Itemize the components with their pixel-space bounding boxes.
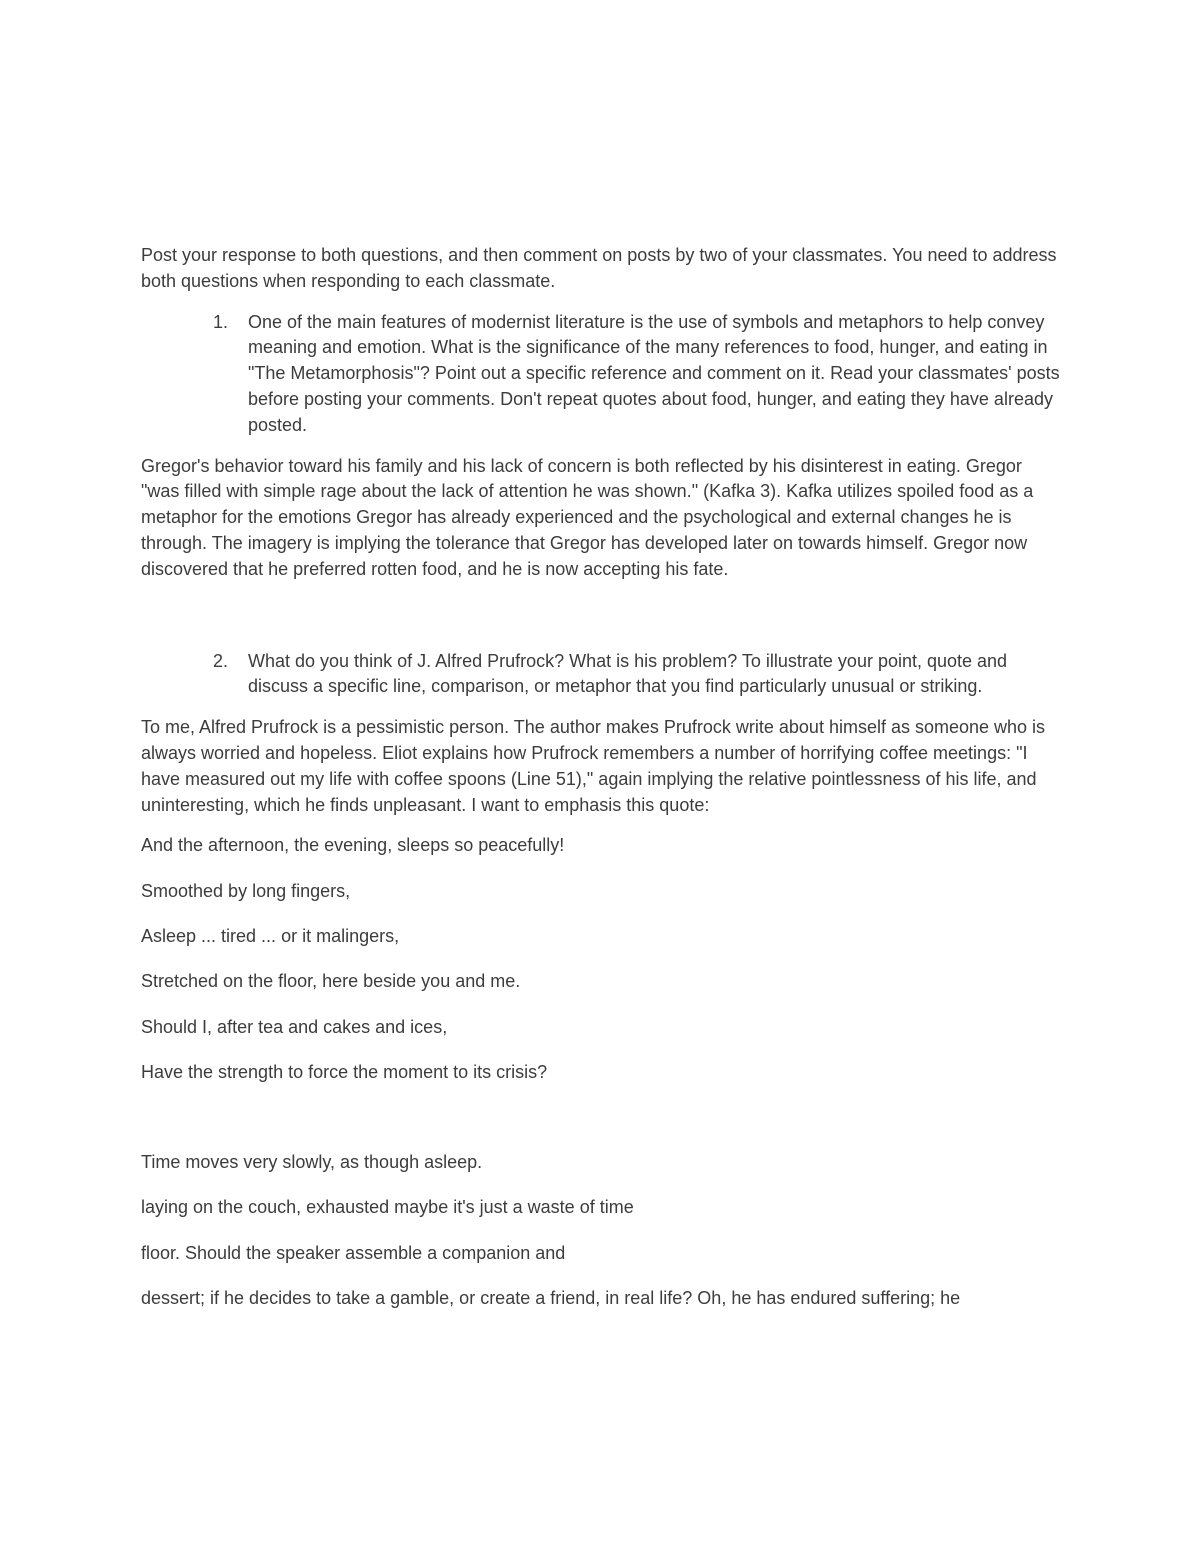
answer-1: Gregor's behavior toward his family and his lack of concern is both reflected by his disinterest in eating. Gregor "was filled with simple rage about the lack of attention he was shown." (Kafka 3). Kafka utilizes spoiled food as a metaphor for the emotions Gregor has already experienced and the psychological and external changes he is through. The imagery is implying the tolerance that Gregor has developed later on towards himself. Gregor now discovered that he preferred rotten food, and he is now accepting his fate. [141, 455, 1034, 579]
poem-line: Stretched on the floor, here beside you and me. [141, 971, 521, 992]
poem-line: Smoothed by long fingers, [141, 880, 351, 901]
question-2-text: What do you think of J. Alfred Prufrock? What is his problem? To illustrate your point, quote and discuss a specific line, comparison, or metaphor that you find particularly unusual or striking. [248, 650, 1008, 697]
poem-line: And the afternoon, the evening, sleeps so peacefully! [141, 835, 565, 856]
assignment-instructions: Post your response to both questions, and then comment on posts by two of your classmates. You need to address both questions when responding to each classmate. [141, 245, 1057, 291]
closing-line: floor. Should the speaker assemble a companion and [141, 1242, 566, 1263]
closing-line: dessert; if he decides to take a gamble, or create a friend, in real life? Oh, he has endured suffering; he [141, 1288, 961, 1309]
poem-line: Should I, after tea and cakes and ices, [141, 1016, 448, 1037]
closing-line: laying on the couch, exhausted maybe it's just a waste of time [141, 1197, 634, 1218]
answer-2: To me, Alfred Prufrock is a pessimistic person. The author makes Prufrock write about himself as someone who is always worried and hopeless. Eliot explains how Prufrock remembers a number of horrifying coffee meetings: "I have measured out my life with coffee spoons (Line 51)," again implying the relative pointlessness of his life, and uninteresting, which he finds unpleasant. I want to emphasis this quote: [141, 717, 1046, 815]
question-2 [213, 649, 1061, 701]
question-1 [213, 310, 1061, 439]
blank-gap [141, 1105, 1061, 1150]
poem-quote [141, 833, 1061, 1085]
question-1-text: One of the main features of modernist literature is the use of symbols and metaphors to help convey meaning and emotion. What is the significance of the many references to food, hunger, and eating in "The Metamorphosis"? Point out a specific reference and comment on it. Read your classmates' posts before posting your comments. Don't repeat quotes about food, hunger, and eating they have already posted. [248, 311, 1060, 435]
document-body [141, 243, 1061, 1331]
closing-text [141, 1150, 1061, 1312]
poem-line: Have the strength to force the moment to its crisis? [141, 1061, 548, 1082]
question-2-number: 2. [213, 650, 229, 671]
poem-line: Asleep ... tired ... or it malingers, [141, 925, 400, 946]
closing-line: Time moves very slowly, as though asleep. [141, 1152, 483, 1173]
question-1-number: 1. [213, 311, 229, 332]
